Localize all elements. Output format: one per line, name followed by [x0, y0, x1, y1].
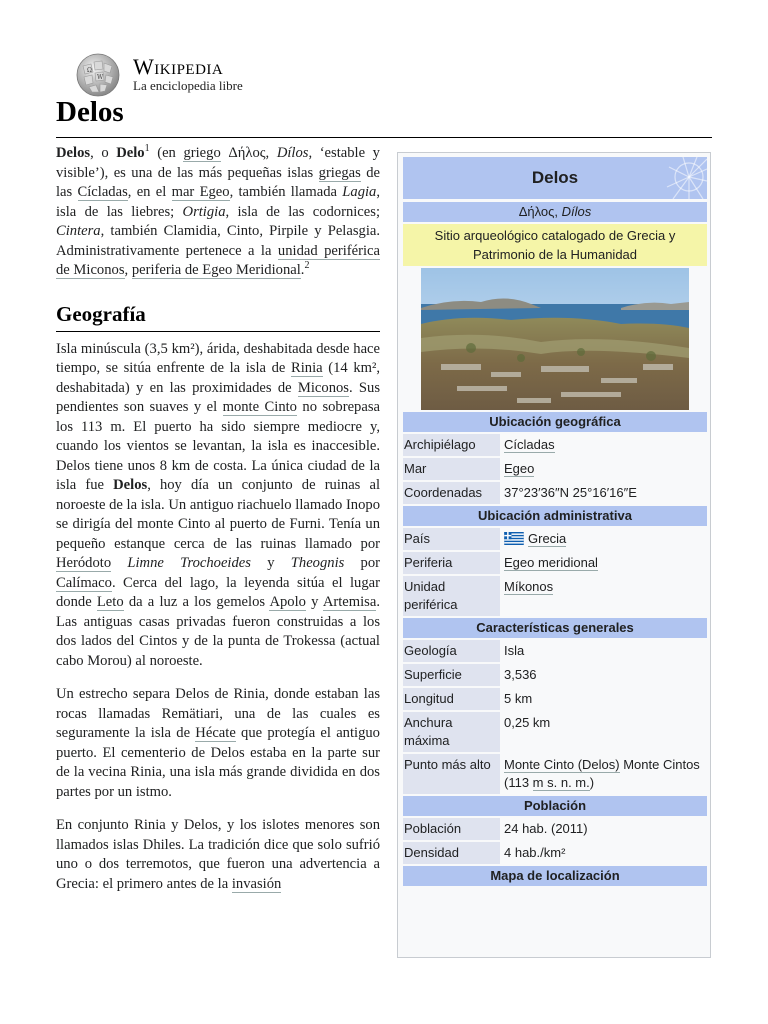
infobox [397, 152, 711, 958]
row-punto-mas-alto: Punto más alto Monte Cinto (Delos) Monte Cintos (113 m s. n. m.) [403, 754, 707, 794]
section-ubicacion-administrativa: Ubicación administrativa [403, 506, 707, 526]
row-mar: Mar Egeo [403, 458, 707, 480]
link-griego[interactable]: griego [183, 145, 221, 161]
link-calimaco[interactable]: Calímaco [56, 574, 112, 591]
row-periferia: Periferia Egeo meridional [403, 552, 707, 574]
heritage-emblem-icon [643, 157, 707, 199]
svg-text:W: W [97, 74, 104, 81]
link-egeo-meridional[interactable]: Egeo meridional [504, 555, 598, 570]
wikipedia-logo[interactable] [75, 52, 255, 98]
section-heading-geografia: Geografía [56, 301, 380, 332]
wikipedia-globe-icon [75, 52, 121, 98]
link-griegas[interactable]: griegas [318, 164, 361, 181]
infobox-description: Sitio arqueológico catalogado de Grecia y Patrimonio de la Humanidad [403, 224, 707, 266]
wikipedia-wordmark: Wikipedia [133, 54, 224, 79]
infobox-native-name: Δήλος, Dílos [403, 202, 707, 222]
page-title: Delos [56, 96, 124, 128]
ref-2-link[interactable]: 2 [304, 260, 310, 272]
row-coordenadas: Coordenadas 37°23′36″N 25°16′16″E [403, 482, 707, 504]
link-mar-egeo[interactable]: mar Egeo [171, 184, 230, 200]
link-cicladas[interactable]: Cícladas [77, 184, 128, 200]
link-hecate[interactable]: Hécate [195, 725, 236, 741]
wikipedia-tagline: La enciclopedia libre [133, 78, 243, 93]
infobox-title-bar [403, 157, 707, 199]
row-unidad-periferica: Unidad periférica Míkonos [403, 576, 707, 616]
row-anchura-maxima: Anchura máxima 0,25 km [403, 712, 707, 752]
article-body [56, 144, 380, 908]
row-superficie: Superficie 3,536 [403, 664, 707, 686]
row-geologia: Geología Isla [403, 640, 707, 662]
link-invasion[interactable]: invasión [231, 875, 282, 892]
title-divider [56, 137, 712, 138]
geografia-paragraph-3: En conjunto Rinia y Delos, y los islotes menores son llamados islas Dhiles. La tradición dice que solo sufrió uno o dos terremotos, que fueron una advertencia a Grecia: el primero antes de la invasión [56, 817, 380, 892]
link-msnm[interactable]: m s. n. m. [532, 775, 590, 790]
link-leto[interactable]: Leto [96, 594, 124, 610]
geografia-paragraph-2: Un estrecho separa Delos de Rinia, donde estaban las rocas llamadas Remätiari, una de las cuales es seguramente la isla de Hécate que protegía el antiguo puerto. El cementerio de Delos estaba en la parte sur de la vecina Rinia, una isla más grande dividida en dos partes por un istmo. [56, 686, 380, 800]
bold-term: Delos [56, 145, 91, 161]
section-ubicacion-geografica: Ubicación geográfica [403, 412, 707, 432]
link-artemisa[interactable]: Artemisa [322, 594, 377, 610]
link-apolo[interactable]: Apolo [269, 594, 306, 610]
greece-flag-icon [504, 532, 524, 545]
ref-1-link[interactable]: 1 [144, 143, 150, 155]
row-longitud: Longitud 5 km [403, 688, 707, 710]
delos-landscape-photo[interactable] [421, 268, 689, 410]
geografia-paragraph-1: Isla minúscula (3,5 km²), árida, deshabitada desde hace tiempo, se sitúa enfrente de la isla de Rinia (14 km², deshabitada) y en las proximidades de Miconos. Sus pendientes son suaves y el monte Cinto no sobrepasa los 113 m. El puerto ha sido siempre mediocre y, cuando los vientos se levantan, la isla es inaccesible. Delos tiene unos 8 km de costa. La única ciudad de la isla fue Delos, hoy día un conjunto de ruinas al noroeste de la isla. Un antiguo riachuelo llamado Inopo se dirigía del monte Cinto al puerto de Furni. Tenía un pequeño estanque cerca de las ruinas llamado por Heródoto Limne Trochoeides y Theognis por Calímaco. Cerca del lago, la leyenda sitúa el lugar donde Leto da a luz a los gemelos Apolo y Artemisa. Las antiguas casas privadas fueron construidas a los dos lados del Cintos y de la punta de Trokessa (actual cabo Morou) al noroeste. [56, 340, 381, 669]
section-mapa-de-localizacion: Mapa de localización [403, 866, 707, 886]
svg-text:Ω: Ω [87, 67, 92, 74]
section-poblacion: Población [403, 796, 707, 816]
intro-paragraph: Delos, o Delo$^1$ (en griego Δήλος, Dílos, ‘estable y visible’), es una de las más pequeñas islas griegas de las Cícladas, en el mar Egeo, también llamada Lagia, isla de las liebres; Ortigia, isla de las codornices; Cintera, también Clamidia, Cinto, Pirpile y Pelasgia. Administrativamente pertenece a la unidad periférica de Miconos, periferia de Egeo Meridional.$^2$ [56, 143, 380, 278]
bold-term: Delo [116, 145, 145, 161]
link-monte-cinto-delos[interactable]: Monte Cinto (Delos) [504, 757, 620, 772]
coordinates-link[interactable]: 37°23′36″N 25°16′16″E [504, 485, 637, 500]
link-grecia[interactable]: Grecia [528, 531, 567, 546]
row-poblacion: Población 24 hab. (2011) [403, 818, 707, 840]
section-caracteristicas-generales: Características generales [403, 618, 707, 638]
row-archipielago: Archipiélago Cícladas [403, 434, 707, 456]
link-mar-egeo-infobox[interactable]: Egeo [504, 461, 535, 476]
link-herodoto[interactable]: Heródoto [56, 555, 112, 571]
row-densidad: Densidad 4 hab./km² [403, 842, 707, 864]
link-miconos[interactable]: Miconos [297, 379, 349, 396]
link-archipielago-cicladas[interactable]: Cícladas [504, 437, 555, 452]
infobox-title: Delos [531, 168, 579, 187]
link-periferia[interactable]: periferia de Egeo Meridional [131, 262, 301, 278]
link-mikonos[interactable]: Míkonos [504, 579, 554, 594]
link-monte-cinto[interactable]: monte Cinto [222, 399, 297, 415]
row-pais: País Grecia [403, 528, 707, 550]
link-unidad-periferica[interactable]: unidad periférica de Miconos [56, 242, 380, 278]
link-rinia[interactable]: Rinia [291, 360, 323, 376]
